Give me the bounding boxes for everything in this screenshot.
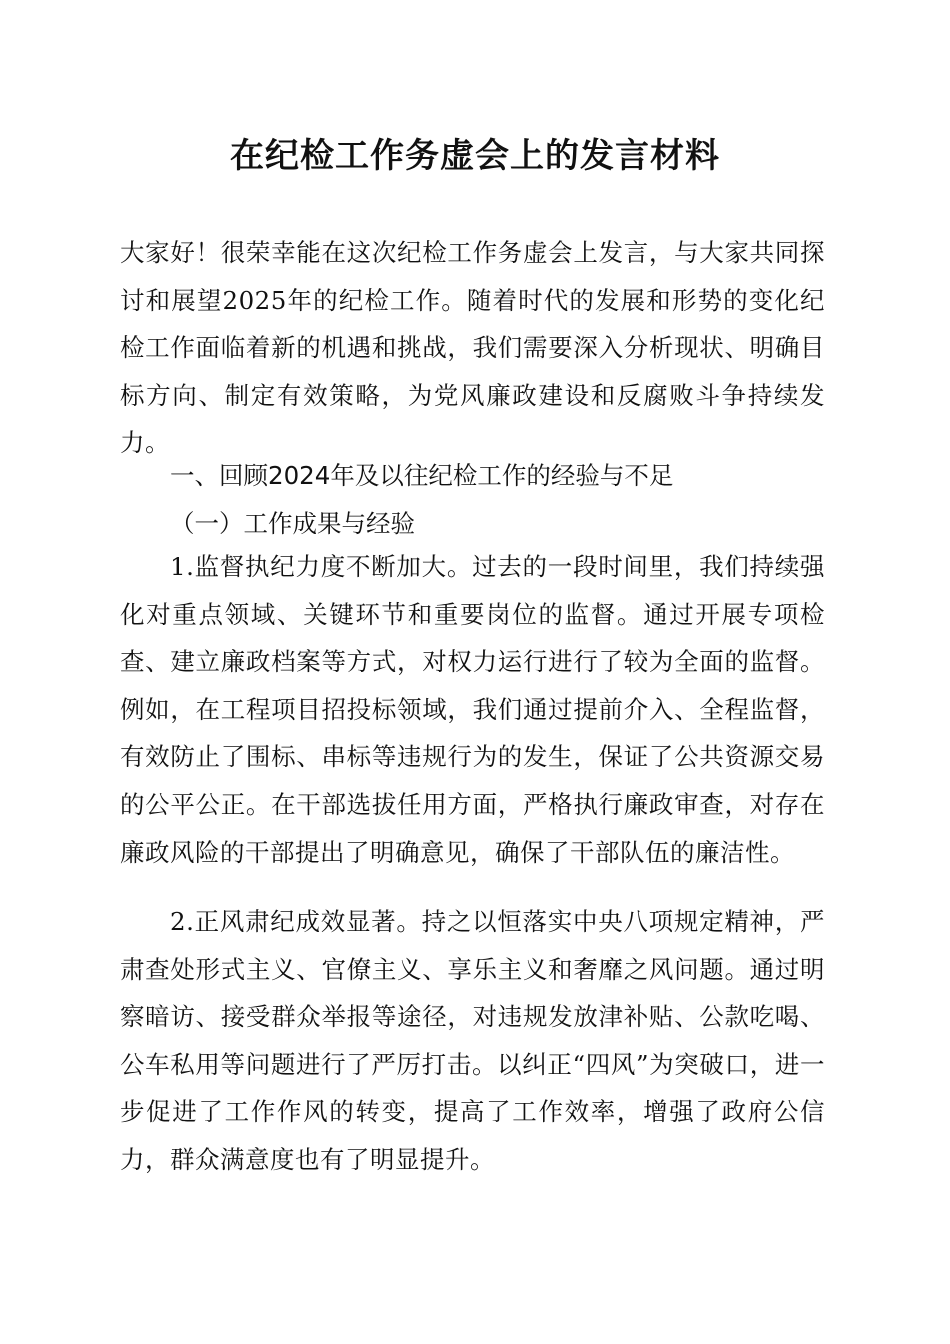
document-title: 在纪检工作务虚会上的发言材料 <box>230 136 720 176</box>
subsection-heading: （一）工作成果与经验 <box>170 509 415 538</box>
section-heading: 一、回顾2024年及以往纪检工作的经验与不足 <box>170 461 674 490</box>
paragraph-supervision: 1.监督执纪力度不断加大。过去的一段时间里，我们持续强化对重点领域、关键环节和重要岗位的监督。通过开展专项检查、建立廉政档案等方式，对权力运行进行了较为全面的监督。例如，在工程项目招投标领域，我们通过提前介入、全程监督，有效防止了围标、串标等违规行为的发生，保证了公共资源交易的公平公正。在干部选拔任用方面，严格执行廉政审查，对存在廉政风险的干部提出了明确意见，确保了干部队伍的廉洁性。 <box>120 552 825 867</box>
intro-paragraph: 大家好！很荣幸能在这次纪检工作务虚会上发言，与大家共同探讨和展望2025年的纪检工作。随着时代的发展和形势的变化纪检工作面临着新的机遇和挑战，我们需要深入分析现状、明确目标方向、制定有效策略，为党风廉政建设和反腐败斗争持续发力。 <box>120 238 825 458</box>
paragraph-discipline: 2.正风肃纪成效显著。持之以恒落实中央八项规定精神，严肃查处形式主义、官僚主义、享乐主义和奢靡之风问题。通过明察暗访、接受群众举报等途径，对违规发放津补贴、公款吃喝、公车私用等问题进行了严厉打击。以纠正“四风”为突破口，进一步促进了工作作风的转变，提高了工作效率，增强了政府公信力，群众满意度也有了明显提升。 <box>120 907 825 1174</box>
